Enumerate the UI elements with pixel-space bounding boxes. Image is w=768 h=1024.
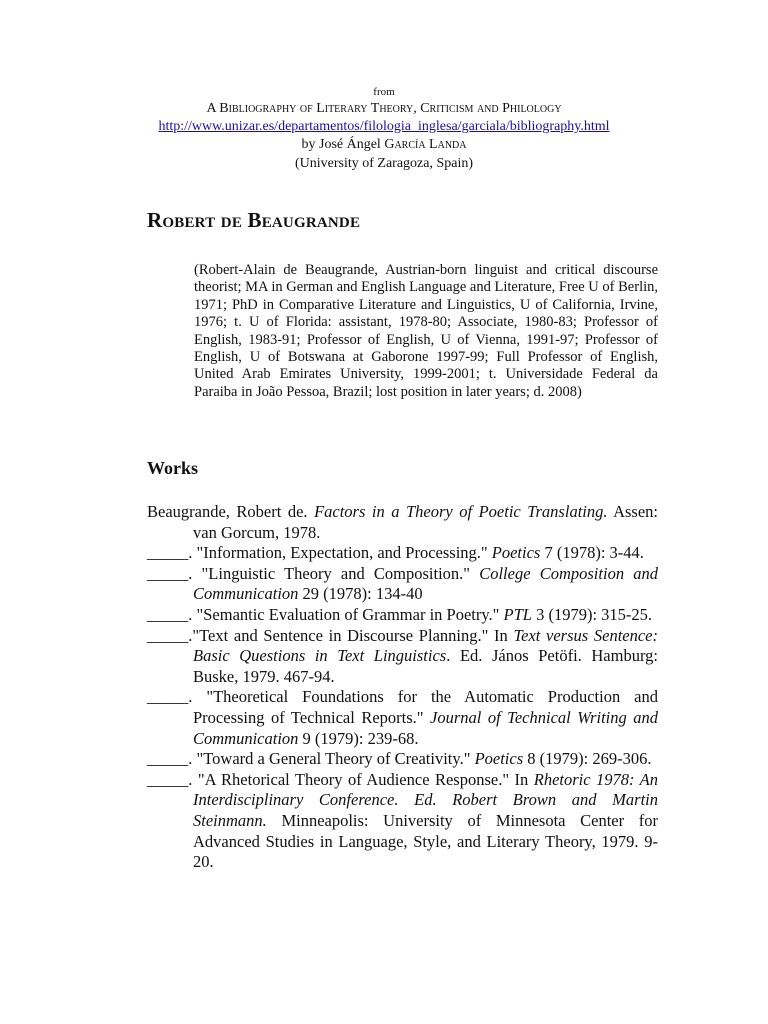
author-prefix: by José Ángel: [301, 137, 385, 152]
page-title: Robert de Beaugrande: [147, 208, 361, 232]
document-header: [0, 84, 768, 173]
bibliography-entry: Beaugrande, Robert de. Factors in a Theory of Poetic Translating. Assen: van Gorcum, 1978.: [147, 502, 658, 542]
bibliography-entry: _____."Text and Sentence in Discourse Planning." In Text versus Sentence: Basic Questions in Text Linguistics. Ed. János Petöfi. Hamburg: Buske, 1979. 467-94.: [147, 625, 658, 686]
bibliography-entry: _____. "Semantic Evaluation of Grammar in Poetry." PTL 3 (1979): 315-25.: [147, 604, 653, 624]
bibliography-entry: _____. "Theoretical Foundations for the Automatic Production and Processing of Technical Reports." Journal of Technical Writing and Communication 9 (1979): 239-68.: [147, 687, 658, 748]
author-line: [0, 135, 768, 154]
bibliography-title: A Bibliography of Literary Theory, Criticism and Philology: [206, 101, 562, 116]
works-list: [147, 502, 658, 873]
biography-paragraph: (Robert-Alain de Beaugrande, Austrian-born linguist and critical discourse theorist; MA in German and English Language and Literature, Free U of Berlin, 1971; PhD in Comparative Literature and Linguistics, U of California, Irvine, 1976; t. U of Florida: assistant, 1978-80; Associate, 1980-83; Professor of English, 1983-91; Professor of English, U of Vienna, 1991-97; Professor of English, U of Botswana at Gaborone 1997-99; Full Professor of English, United Arab Emirates University, 1999-2001; t. Universidade Federal da Paraiba in João Pessoa, Brazil; lost position in later years; d. 2008): [194, 262, 658, 400]
bibliography-entry: _____. "A Rhetorical Theory of Audience Response." In Rhetoric 1978: An Interdisciplinary Conference. Ed. Robert Brown and Martin Steinmann. Minneapolis: University of Minnesota Center for Advanced Studies in Language, Style, and Literary Theory, 1979. 9-20.: [147, 769, 659, 872]
bibliography-entry: _____. "Linguistic Theory and Composition." College Composition and Communication 29 (1978): 134-40: [147, 563, 658, 604]
bibliography-entry: _____. "Toward a General Theory of Creativity." Poetics 8 (1979): 269-306.: [147, 749, 652, 769]
from-label: from: [373, 86, 395, 98]
works-heading: Works: [147, 458, 199, 478]
bibliography-entry: _____. "Information, Expectation, and Processing." Poetics 7 (1978): 3-44.: [147, 543, 644, 563]
institution-line: (University of Zaragoza, Spain): [294, 156, 474, 171]
bibliography-link[interactable]: http://www.unizar.es/departamentos/filologia_inglesa/garciala/bibliography.html: [158, 119, 610, 134]
author-name: García Landa: [384, 137, 467, 152]
